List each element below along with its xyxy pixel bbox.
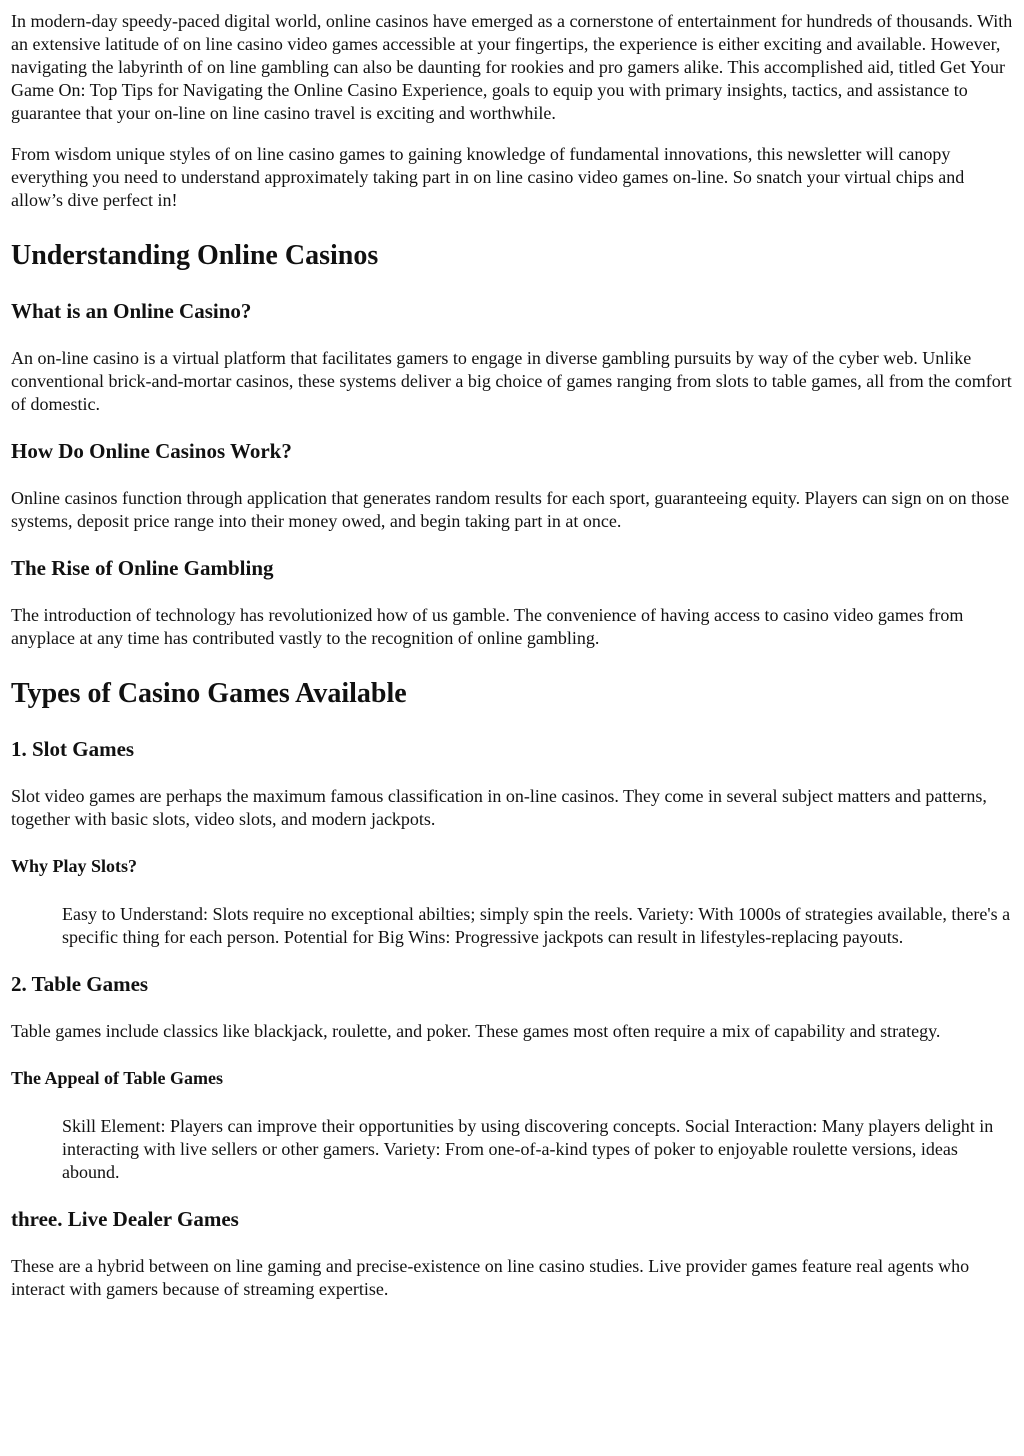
subheading-table-games: 2. Table Games [11, 972, 149, 996]
quote-appeal-table-games: Skill Element: Players can improve their opportunities by using discovering concepts. Social Interaction: Many players delight in interacting with live sellers or other gamers. Variety: From one-of-a-kind types of poker to enjoyable roulette versions, ideas abound. [62, 1116, 994, 1182]
minor-heading-appeal-table-games: The Appeal of Table Games [11, 1068, 224, 1088]
paragraph-slot-games: Slot video games are perhaps the maximum famous classification in on-line casinos. They come in several subject matters and patterns, together with basic slots, video slots, and modern jackpots. [11, 786, 987, 829]
paragraph-how-casinos-work: Online casinos function through application that generates random results for each sport, guaranteeing equity. Players can sign on on those systems, deposit price range into their money owed, and begin taking part in at once. [11, 488, 1010, 531]
minor-heading-why-play-slots: Why Play Slots? [11, 856, 138, 876]
subheading-rise-of-gambling: The Rise of Online Gambling [11, 556, 274, 580]
subheading-how-casinos-work: How Do Online Casinos Work? [11, 439, 292, 463]
paragraph-live-dealer-games: These are a hybrid between on line gaming and precise-existence on line casino studies. Live provider games feature real agents who interact with gamers because of streaming expertise. [11, 1256, 970, 1299]
quote-why-play-slots: Easy to Understand: Slots require no exceptional abilties; simply spin the reels. Variety: With 1000s of strategies available, there's a specific thing for each person. Potential for Big Wins: Progressive jackpots can result in lifestyles-replacing payouts. [62, 904, 1011, 947]
section-heading-types: Types of Casino Games Available [11, 678, 407, 709]
subheading-slot-games: 1. Slot Games [11, 737, 135, 761]
section-heading-understanding: Understanding Online Casinos [11, 240, 379, 271]
paragraph-what-is-online-casino: An on-line casino is a virtual platform that facilitates gamers to engage in diverse gambling pursuits by way of the cyber web. Unlike conventional brick-and-mortar casinos, these systems deliver a big choice of games ranging from slots to table games, all from the comfort of domestic. [11, 348, 1012, 414]
intro-paragraph-2: From wisdom unique styles of on line casino games to gaining knowledge of fundamental innovations, this newsletter will canopy everything you need to understand approximately taking part in on line casino video games on-line. So snatch your virtual chips and allow’s dive perfect in! [11, 144, 965, 210]
paragraph-rise-of-gambling: The introduction of technology has revolutionized how of us gamble. The convenience of having access to casino video games from anyplace at any time has contributed vastly to the recognition of online gambling. [11, 605, 964, 648]
article [11, 10, 1016, 1301]
intro-paragraph-1: In modern-day speedy-paced digital world, online casinos have emerged as a cornerstone of entertainment for hundreds of thousands. With an extensive latitude of on line casino video games accessible at your fingertips, the experience is either exciting and available. However, navigating the labyrinth of on line gambling can also be daunting for rookies and pro gamers alike. This accomplished aid, titled Get Your Game On: Top Tips for Navigating the Online Casino Experience, goals to equip you with primary insights, tactics, and assistance to guarantee that your on-line on line casino travel is exciting and worthwhile. [11, 11, 1013, 123]
paragraph-table-games: Table games include classics like blackjack, roulette, and poker. These games most often require a mix of capability and strategy. [11, 1021, 941, 1041]
subheading-what-is-online-casino: What is an Online Casino? [11, 299, 252, 323]
subheading-live-dealer-games: three. Live Dealer Games [11, 1207, 239, 1231]
